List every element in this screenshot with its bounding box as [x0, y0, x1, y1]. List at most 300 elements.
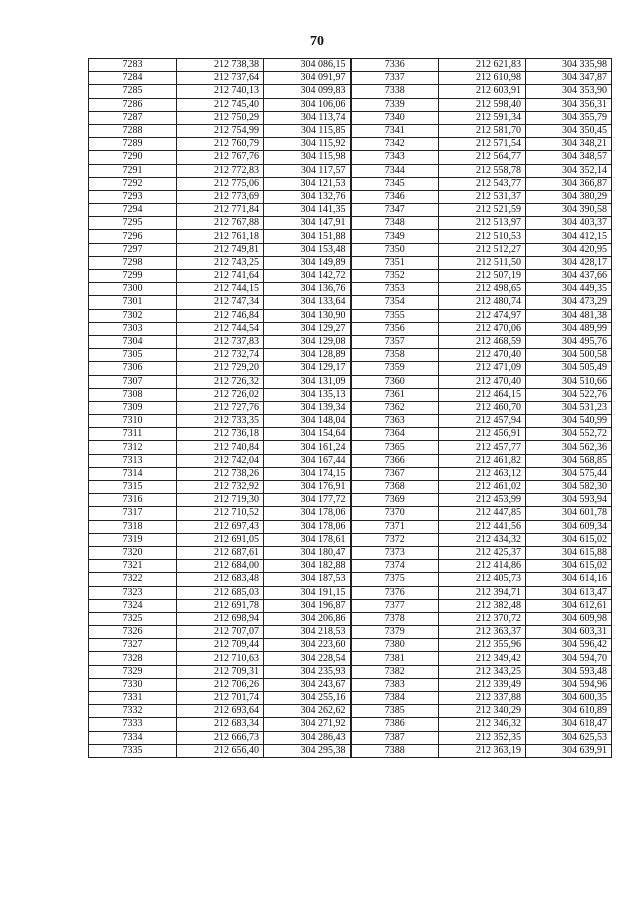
cell-y-coordinate: 304 148,04 [264, 415, 351, 428]
page-number: 70 [310, 34, 324, 49]
cell-y-coordinate: 304 115,98 [264, 151, 351, 164]
cell-y-coordinate: 304 615,88 [526, 546, 612, 559]
cell-point-id: 7299 [89, 270, 177, 283]
cell-x-coordinate: 212 480,74 [439, 296, 526, 309]
cell-point-id: 7320 [89, 546, 177, 559]
cell-point-id: 7382 [351, 665, 439, 678]
cell-y-coordinate: 304 243,67 [264, 678, 351, 691]
cell-point-id: 7362 [351, 401, 439, 414]
coordinates-table-body [89, 59, 612, 758]
table-row [89, 718, 612, 731]
cell-x-coordinate: 212 382,48 [439, 599, 526, 612]
coordinates-table [88, 58, 612, 758]
cell-y-coordinate: 304 615,02 [526, 533, 612, 546]
cell-y-coordinate: 304 335,98 [526, 59, 612, 72]
cell-point-id: 7377 [351, 599, 439, 612]
cell-x-coordinate: 212 698,94 [177, 612, 264, 625]
cell-y-coordinate: 304 286,43 [264, 731, 351, 744]
cell-point-id: 7337 [351, 72, 439, 85]
cell-y-coordinate: 304 295,38 [264, 744, 351, 757]
table-row [89, 164, 612, 177]
cell-point-id: 7346 [351, 190, 439, 203]
cell-x-coordinate: 212 683,34 [177, 718, 264, 731]
cell-point-id: 7356 [351, 322, 439, 335]
cell-point-id: 7306 [89, 362, 177, 375]
cell-point-id: 7316 [89, 494, 177, 507]
cell-point-id: 7341 [351, 124, 439, 137]
cell-x-coordinate: 212 749,81 [177, 243, 264, 256]
cell-x-coordinate: 212 738,26 [177, 467, 264, 480]
table-row [89, 481, 612, 494]
cell-point-id: 7378 [351, 612, 439, 625]
cell-point-id: 7314 [89, 467, 177, 480]
cell-y-coordinate: 304 176,91 [264, 481, 351, 494]
cell-point-id: 7331 [89, 692, 177, 705]
cell-x-coordinate: 212 603,91 [439, 85, 526, 98]
cell-y-coordinate: 304 609,34 [526, 520, 612, 533]
cell-y-coordinate: 304 153,48 [264, 243, 351, 256]
cell-point-id: 7297 [89, 243, 177, 256]
cell-y-coordinate: 304 262,62 [264, 705, 351, 718]
cell-y-coordinate: 304 582,30 [526, 481, 612, 494]
table-row [89, 612, 612, 625]
table-row [89, 520, 612, 533]
cell-y-coordinate: 304 223,60 [264, 639, 351, 652]
cell-y-coordinate: 304 473,29 [526, 296, 612, 309]
table-row [89, 204, 612, 217]
table-row [89, 639, 612, 652]
cell-y-coordinate: 304 178,61 [264, 533, 351, 546]
cell-point-id: 7334 [89, 731, 177, 744]
cell-x-coordinate: 212 441,56 [439, 520, 526, 533]
cell-point-id: 7354 [351, 296, 439, 309]
cell-point-id: 7374 [351, 560, 439, 573]
cell-point-id: 7294 [89, 204, 177, 217]
cell-x-coordinate: 212 456,91 [439, 428, 526, 441]
cell-x-coordinate: 212 740,13 [177, 85, 264, 98]
table-row [89, 270, 612, 283]
cell-y-coordinate: 304 614,16 [526, 573, 612, 586]
cell-y-coordinate: 304 154,64 [264, 428, 351, 441]
cell-point-id: 7342 [351, 138, 439, 151]
table-row [89, 98, 612, 111]
cell-point-id: 7373 [351, 546, 439, 559]
cell-x-coordinate: 212 370,72 [439, 612, 526, 625]
cell-point-id: 7295 [89, 217, 177, 230]
cell-x-coordinate: 212 707,07 [177, 626, 264, 639]
cell-y-coordinate: 304 412,15 [526, 230, 612, 243]
cell-y-coordinate: 304 133,64 [264, 296, 351, 309]
cell-y-coordinate: 304 271,92 [264, 718, 351, 731]
cell-y-coordinate: 304 594,96 [526, 678, 612, 691]
cell-y-coordinate: 304 128,89 [264, 349, 351, 362]
cell-y-coordinate: 304 136,76 [264, 283, 351, 296]
table-row [89, 349, 612, 362]
cell-point-id: 7325 [89, 612, 177, 625]
cell-point-id: 7303 [89, 322, 177, 335]
cell-y-coordinate: 304 610,89 [526, 705, 612, 718]
cell-point-id: 7372 [351, 533, 439, 546]
cell-x-coordinate: 212 581,70 [439, 124, 526, 137]
cell-y-coordinate: 304 609,98 [526, 612, 612, 625]
cell-x-coordinate: 212 543,77 [439, 177, 526, 190]
table-row [89, 375, 612, 388]
cell-x-coordinate: 212 591,34 [439, 111, 526, 124]
cell-x-coordinate: 212 737,83 [177, 335, 264, 348]
table-row [89, 388, 612, 401]
cell-point-id: 7366 [351, 454, 439, 467]
cell-x-coordinate: 212 772,83 [177, 164, 264, 177]
cell-x-coordinate: 212 687,61 [177, 546, 264, 559]
cell-point-id: 7353 [351, 283, 439, 296]
cell-point-id: 7333 [89, 718, 177, 731]
cell-point-id: 7385 [351, 705, 439, 718]
cell-x-coordinate: 212 775,06 [177, 177, 264, 190]
cell-y-coordinate: 304 115,85 [264, 124, 351, 137]
table-row [89, 296, 612, 309]
cell-point-id: 7344 [351, 164, 439, 177]
cell-point-id: 7284 [89, 72, 177, 85]
table-row [89, 415, 612, 428]
table-row [89, 494, 612, 507]
cell-x-coordinate: 212 339,49 [439, 678, 526, 691]
cell-y-coordinate: 304 218,53 [264, 626, 351, 639]
cell-point-id: 7371 [351, 520, 439, 533]
cell-y-coordinate: 304 228,54 [264, 652, 351, 665]
cell-x-coordinate: 212 740,84 [177, 441, 264, 454]
cell-x-coordinate: 212 771,84 [177, 204, 264, 217]
table-row [89, 72, 612, 85]
cell-y-coordinate: 304 149,89 [264, 256, 351, 269]
cell-x-coordinate: 212 737,64 [177, 72, 264, 85]
table-row [89, 744, 612, 757]
table-row [89, 230, 612, 243]
cell-x-coordinate: 212 773,69 [177, 190, 264, 203]
cell-point-id: 7336 [351, 59, 439, 72]
cell-y-coordinate: 304 180,47 [264, 546, 351, 559]
cell-y-coordinate: 304 594,70 [526, 652, 612, 665]
cell-point-id: 7330 [89, 678, 177, 691]
table-row [89, 507, 612, 520]
cell-y-coordinate: 304 612,61 [526, 599, 612, 612]
cell-point-id: 7308 [89, 388, 177, 401]
cell-point-id: 7348 [351, 217, 439, 230]
cell-point-id: 7369 [351, 494, 439, 507]
cell-x-coordinate: 212 471,09 [439, 362, 526, 375]
cell-y-coordinate: 304 235,93 [264, 665, 351, 678]
cell-point-id: 7318 [89, 520, 177, 533]
cell-x-coordinate: 212 691,78 [177, 599, 264, 612]
cell-x-coordinate: 212 726,32 [177, 375, 264, 388]
table-row [89, 151, 612, 164]
table-row [89, 586, 612, 599]
cell-point-id: 7384 [351, 692, 439, 705]
cell-point-id: 7304 [89, 335, 177, 348]
cell-x-coordinate: 212 463,12 [439, 467, 526, 480]
cell-x-coordinate: 212 684,00 [177, 560, 264, 573]
cell-point-id: 7388 [351, 744, 439, 757]
cell-y-coordinate: 304 428,17 [526, 256, 612, 269]
cell-y-coordinate: 304 135,13 [264, 388, 351, 401]
cell-point-id: 7309 [89, 401, 177, 414]
cell-y-coordinate: 304 182,88 [264, 560, 351, 573]
cell-point-id: 7360 [351, 375, 439, 388]
table-row [89, 428, 612, 441]
cell-y-coordinate: 304 350,45 [526, 124, 612, 137]
cell-y-coordinate: 304 366,87 [526, 177, 612, 190]
cell-x-coordinate: 212 742,04 [177, 454, 264, 467]
cell-x-coordinate: 212 340,29 [439, 705, 526, 718]
cell-y-coordinate: 304 086,15 [264, 59, 351, 72]
cell-y-coordinate: 304 147,91 [264, 217, 351, 230]
cell-y-coordinate: 304 130,90 [264, 309, 351, 322]
cell-x-coordinate: 212 767,88 [177, 217, 264, 230]
cell-y-coordinate: 304 420,95 [526, 243, 612, 256]
cell-x-coordinate: 212 732,92 [177, 481, 264, 494]
cell-x-coordinate: 212 337,88 [439, 692, 526, 705]
cell-x-coordinate: 212 461,02 [439, 481, 526, 494]
cell-point-id: 7323 [89, 586, 177, 599]
cell-point-id: 7283 [89, 59, 177, 72]
table-row [89, 283, 612, 296]
cell-point-id: 7328 [89, 652, 177, 665]
cell-x-coordinate: 212 683,48 [177, 573, 264, 586]
cell-x-coordinate: 212 685,03 [177, 586, 264, 599]
cell-point-id: 7358 [351, 349, 439, 362]
table-row [89, 85, 612, 98]
cell-x-coordinate: 212 726,02 [177, 388, 264, 401]
cell-y-coordinate: 304 099,83 [264, 85, 351, 98]
table-row [89, 599, 612, 612]
table-row [89, 626, 612, 639]
cell-y-coordinate: 304 121,53 [264, 177, 351, 190]
cell-point-id: 7298 [89, 256, 177, 269]
cell-x-coordinate: 212 710,52 [177, 507, 264, 520]
cell-point-id: 7355 [351, 309, 439, 322]
cell-y-coordinate: 304 449,35 [526, 283, 612, 296]
cell-y-coordinate: 304 639,91 [526, 744, 612, 757]
cell-y-coordinate: 304 196,87 [264, 599, 351, 612]
cell-x-coordinate: 212 709,44 [177, 639, 264, 652]
table-row [89, 731, 612, 744]
cell-point-id: 7326 [89, 626, 177, 639]
cell-x-coordinate: 212 754,99 [177, 124, 264, 137]
cell-x-coordinate: 212 453,99 [439, 494, 526, 507]
cell-y-coordinate: 304 353,90 [526, 85, 612, 98]
cell-point-id: 7367 [351, 467, 439, 480]
cell-y-coordinate: 304 481,38 [526, 309, 612, 322]
cell-point-id: 7364 [351, 428, 439, 441]
cell-point-id: 7347 [351, 204, 439, 217]
table-row [89, 467, 612, 480]
cell-point-id: 7345 [351, 177, 439, 190]
cell-y-coordinate: 304 500,58 [526, 349, 612, 362]
cell-y-coordinate: 304 540,99 [526, 415, 612, 428]
cell-x-coordinate: 212 697,43 [177, 520, 264, 533]
cell-point-id: 7361 [351, 388, 439, 401]
cell-x-coordinate: 212 468,59 [439, 335, 526, 348]
cell-point-id: 7313 [89, 454, 177, 467]
cell-x-coordinate: 212 745,40 [177, 98, 264, 111]
table-row [89, 362, 612, 375]
cell-y-coordinate: 304 347,87 [526, 72, 612, 85]
cell-y-coordinate: 304 132,76 [264, 190, 351, 203]
cell-x-coordinate: 212 394,71 [439, 586, 526, 599]
cell-y-coordinate: 304 129,27 [264, 322, 351, 335]
cell-point-id: 7285 [89, 85, 177, 98]
cell-y-coordinate: 304 141,35 [264, 204, 351, 217]
cell-point-id: 7349 [351, 230, 439, 243]
cell-x-coordinate: 212 507,19 [439, 270, 526, 283]
table-row [89, 256, 612, 269]
cell-y-coordinate: 304 177,72 [264, 494, 351, 507]
cell-y-coordinate: 304 603,31 [526, 626, 612, 639]
cell-x-coordinate: 212 760,79 [177, 138, 264, 151]
cell-point-id: 7327 [89, 639, 177, 652]
table-row [89, 124, 612, 137]
cell-y-coordinate: 304 510,66 [526, 375, 612, 388]
cell-y-coordinate: 304 437,66 [526, 270, 612, 283]
cell-y-coordinate: 304 178,06 [264, 520, 351, 533]
cell-y-coordinate: 304 352,14 [526, 164, 612, 177]
cell-point-id: 7368 [351, 481, 439, 494]
cell-point-id: 7291 [89, 164, 177, 177]
table-row [89, 111, 612, 124]
cell-x-coordinate: 212 761,18 [177, 230, 264, 243]
table-row [89, 533, 612, 546]
table-row [89, 335, 612, 348]
cell-x-coordinate: 212 727,76 [177, 401, 264, 414]
cell-x-coordinate: 212 470,40 [439, 349, 526, 362]
cell-y-coordinate: 304 161,24 [264, 441, 351, 454]
cell-x-coordinate: 212 621,83 [439, 59, 526, 72]
cell-point-id: 7296 [89, 230, 177, 243]
cell-y-coordinate: 304 348,21 [526, 138, 612, 151]
cell-point-id: 7288 [89, 124, 177, 137]
cell-x-coordinate: 212 691,05 [177, 533, 264, 546]
table-row [89, 401, 612, 414]
cell-y-coordinate: 304 355,79 [526, 111, 612, 124]
cell-x-coordinate: 212 414,86 [439, 560, 526, 573]
cell-x-coordinate: 212 457,94 [439, 415, 526, 428]
cell-point-id: 7289 [89, 138, 177, 151]
cell-point-id: 7379 [351, 626, 439, 639]
cell-y-coordinate: 304 531,23 [526, 401, 612, 414]
table-row [89, 177, 612, 190]
cell-x-coordinate: 212 405,73 [439, 573, 526, 586]
cell-y-coordinate: 304 495,76 [526, 335, 612, 348]
table-row [89, 573, 612, 586]
cell-point-id: 7350 [351, 243, 439, 256]
cell-y-coordinate: 304 117,57 [264, 164, 351, 177]
cell-point-id: 7310 [89, 415, 177, 428]
cell-y-coordinate: 304 191,15 [264, 586, 351, 599]
cell-x-coordinate: 212 564,77 [439, 151, 526, 164]
cell-x-coordinate: 212 598,40 [439, 98, 526, 111]
table-row [89, 665, 612, 678]
cell-x-coordinate: 212 732,74 [177, 349, 264, 362]
cell-x-coordinate: 212 709,31 [177, 665, 264, 678]
cell-x-coordinate: 212 750,29 [177, 111, 264, 124]
cell-x-coordinate: 212 425,37 [439, 546, 526, 559]
cell-point-id: 7301 [89, 296, 177, 309]
table-row [89, 678, 612, 691]
cell-point-id: 7317 [89, 507, 177, 520]
cell-point-id: 7363 [351, 415, 439, 428]
table-row [89, 560, 612, 573]
cell-x-coordinate: 212 510,53 [439, 230, 526, 243]
cell-point-id: 7315 [89, 481, 177, 494]
table-row [89, 546, 612, 559]
cell-x-coordinate: 212 558,78 [439, 164, 526, 177]
cell-point-id: 7322 [89, 573, 177, 586]
cell-point-id: 7332 [89, 705, 177, 718]
cell-x-coordinate: 212 746,84 [177, 309, 264, 322]
table-row [89, 190, 612, 203]
cell-x-coordinate: 212 741,64 [177, 270, 264, 283]
cell-y-coordinate: 304 348,57 [526, 151, 612, 164]
cell-y-coordinate: 304 174,15 [264, 467, 351, 480]
cell-x-coordinate: 212 461,82 [439, 454, 526, 467]
cell-point-id: 7312 [89, 441, 177, 454]
cell-y-coordinate: 304 615,02 [526, 560, 612, 573]
cell-y-coordinate: 304 593,94 [526, 494, 612, 507]
cell-x-coordinate: 212 729,20 [177, 362, 264, 375]
cell-x-coordinate: 212 352,35 [439, 731, 526, 744]
cell-y-coordinate: 304 613,47 [526, 586, 612, 599]
cell-y-coordinate: 304 356,31 [526, 98, 612, 111]
cell-point-id: 7375 [351, 573, 439, 586]
cell-x-coordinate: 212 498,65 [439, 283, 526, 296]
cell-point-id: 7307 [89, 375, 177, 388]
cell-y-coordinate: 304 552,72 [526, 428, 612, 441]
cell-x-coordinate: 212 512,27 [439, 243, 526, 256]
cell-x-coordinate: 212 460,70 [439, 401, 526, 414]
cell-x-coordinate: 212 531,37 [439, 190, 526, 203]
cell-point-id: 7287 [89, 111, 177, 124]
cell-x-coordinate: 212 738,38 [177, 59, 264, 72]
cell-y-coordinate: 304 113,74 [264, 111, 351, 124]
cell-x-coordinate: 212 355,96 [439, 639, 526, 652]
cell-y-coordinate: 304 505,49 [526, 362, 612, 375]
cell-point-id: 7380 [351, 639, 439, 652]
cell-point-id: 7359 [351, 362, 439, 375]
cell-y-coordinate: 304 131,09 [264, 375, 351, 388]
cell-x-coordinate: 212 363,37 [439, 626, 526, 639]
cell-x-coordinate: 212 666,73 [177, 731, 264, 744]
cell-y-coordinate: 304 625,53 [526, 731, 612, 744]
cell-x-coordinate: 212 571,54 [439, 138, 526, 151]
cell-x-coordinate: 212 470,06 [439, 322, 526, 335]
cell-y-coordinate: 304 601,78 [526, 507, 612, 520]
cell-x-coordinate: 212 343,25 [439, 665, 526, 678]
cell-point-id: 7365 [351, 441, 439, 454]
cell-point-id: 7340 [351, 111, 439, 124]
cell-point-id: 7311 [89, 428, 177, 441]
cell-point-id: 7383 [351, 678, 439, 691]
cell-y-coordinate: 304 380,29 [526, 190, 612, 203]
cell-y-coordinate: 304 129,08 [264, 335, 351, 348]
cell-y-coordinate: 304 575,44 [526, 467, 612, 480]
cell-y-coordinate: 304 129,17 [264, 362, 351, 375]
cell-x-coordinate: 212 447,85 [439, 507, 526, 520]
cell-y-coordinate: 304 167,44 [264, 454, 351, 467]
cell-x-coordinate: 212 346,32 [439, 718, 526, 731]
cell-point-id: 7286 [89, 98, 177, 111]
cell-x-coordinate: 212 457,77 [439, 441, 526, 454]
cell-x-coordinate: 212 706,26 [177, 678, 264, 691]
table-row [89, 217, 612, 230]
